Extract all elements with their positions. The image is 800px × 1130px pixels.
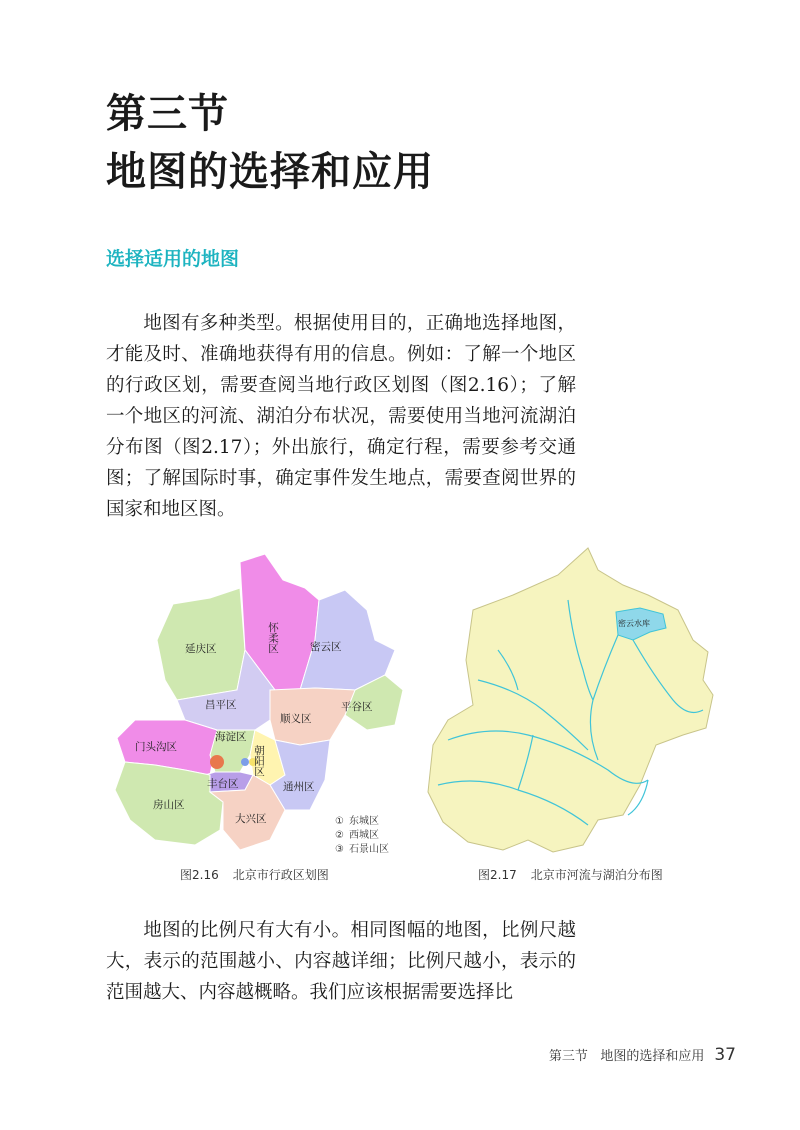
label-miyun: 密云区 (310, 641, 342, 653)
section-title-heading: 地图的选择和应用 (106, 149, 434, 195)
figure-2-16-caption (180, 866, 329, 883)
marker-shijingshan (210, 755, 224, 769)
label-pinggu: 平谷区 (341, 701, 373, 713)
footer-section: 第三节 (548, 1049, 588, 1064)
label-tongzhou: 通州区 (283, 781, 315, 793)
paragraph-map-types (106, 308, 576, 525)
legend-marker-2: ② (335, 830, 344, 841)
label-shunyi: 顺义区 (280, 713, 312, 725)
paragraph-map-types-text: 地图有多种类型。根据使用目的，正确地选择地图，才能及时、准确地获得有用的信息。例如：了解一个地区的行政区划，需要查阅当地行政区划图（图2.16）；了解一个地区的河流、湖泊分布状况，需要使用当地河流湖泊分布图（图2.17）；外出旅行，确定行程，需要参考交通图；了解国际时事，确定事件发生地点，需要查阅世界的国家和地区图。 (106, 313, 576, 520)
section-number-heading: 第三节 (106, 91, 229, 137)
label-fengtai: 丰台区 (207, 778, 239, 790)
figure-2-16-number: 图2.16 (180, 868, 219, 882)
label-fangshan: 房山区 (153, 799, 185, 811)
label-changping: 昌平区 (205, 699, 237, 711)
page-number: 37 (714, 1045, 736, 1065)
legend-marker-3: ③ (335, 844, 344, 855)
label-chaoyang: 朝阳区 (253, 745, 265, 777)
label-haidian: 海淀区 (215, 731, 247, 743)
legend-dongcheng: 东城区 (349, 816, 379, 827)
legend-xicheng: 西城区 (349, 830, 379, 841)
legend-marker-1: ① (335, 816, 344, 827)
paragraph-scale-text: 地图的比例尺有大有小。相同图幅的地图，比例尺越大，表示的范围越小、内容越详细；比例尺越小，表示的范围越大、内容越概略。我们应该根据需要选择比 (106, 920, 576, 1003)
label-huairou: 怀柔区 (267, 622, 279, 654)
subsection-title: 选择适用的地图 (106, 248, 240, 270)
page-footer (549, 1045, 736, 1065)
figure-2-16-title: 北京市行政区划图 (232, 868, 329, 882)
label-daxing: 大兴区 (235, 813, 267, 825)
label-miyun-reservoir: 密云水库 (618, 619, 650, 628)
figure-2-17-title: 北京市河流与湖泊分布图 (530, 868, 663, 882)
beijing-rivers-map (418, 540, 718, 860)
legend-shijingshan: 石景山区 (349, 844, 389, 855)
beijing-admin-map (105, 540, 405, 860)
figure-2-17-caption (478, 866, 663, 883)
beijing-land-outline (428, 548, 713, 852)
footer-title: 地图的选择和应用 (600, 1049, 705, 1064)
marker-xicheng (241, 758, 249, 766)
label-mentougou: 门头沟区 (135, 741, 177, 753)
paragraph-scale (106, 915, 576, 1008)
figure-2-17-number: 图2.17 (478, 868, 517, 882)
label-yanqing: 延庆区 (185, 643, 217, 655)
